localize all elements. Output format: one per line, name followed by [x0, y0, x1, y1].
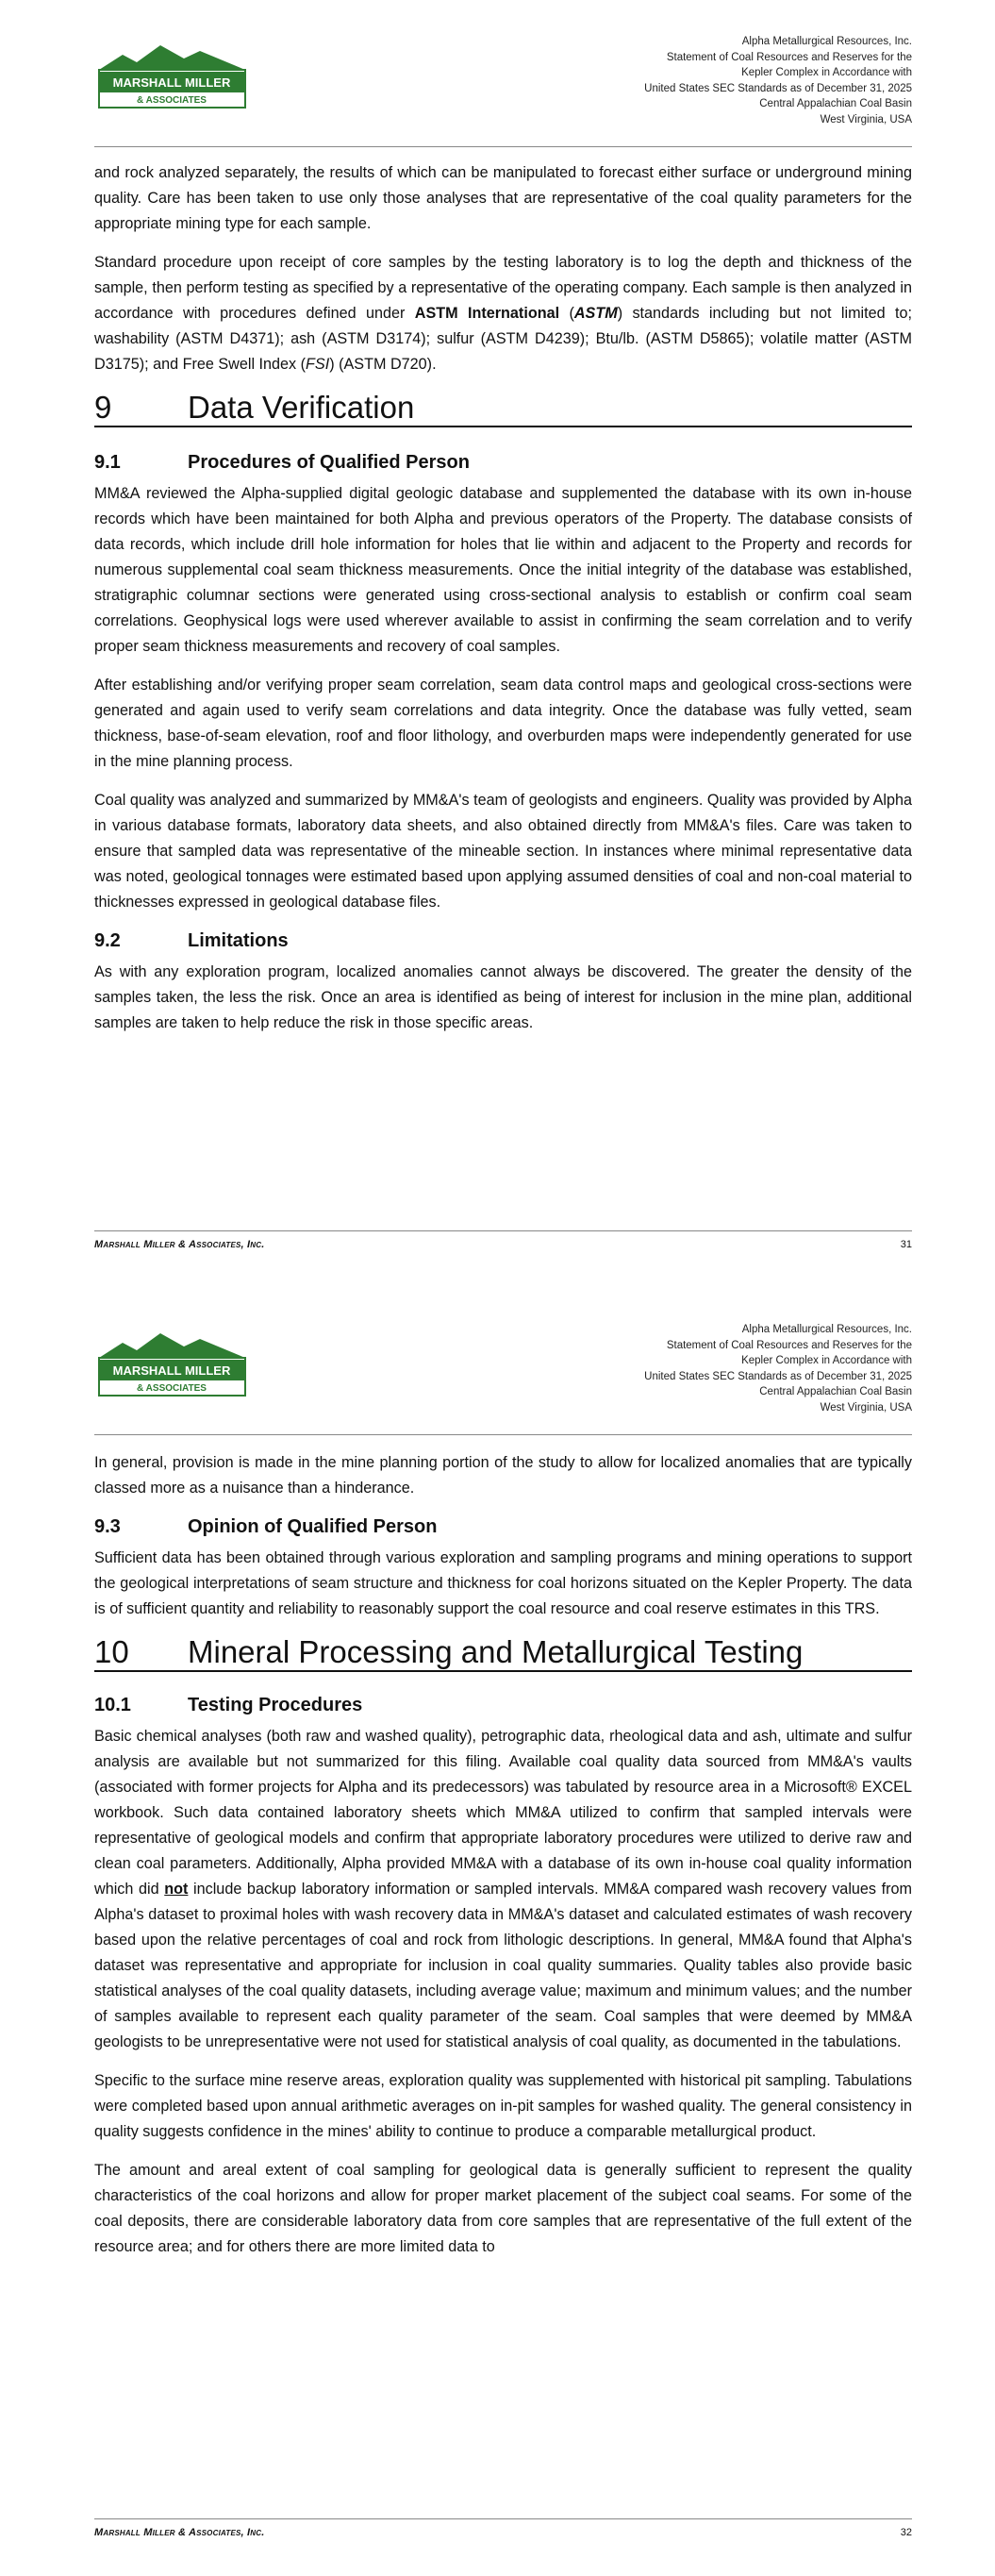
section-title: Mineral Processing and Metallurgical Testing: [188, 1634, 804, 1669]
page-footer: [94, 2518, 912, 2538]
logo-line1: MARSHALL MILLER: [112, 75, 231, 90]
subsection-title: Testing Procedures: [188, 1695, 363, 1715]
company-logo: [94, 38, 250, 109]
page-header: [94, 28, 912, 147]
header-text: [644, 1322, 912, 1415]
page-32: [0, 1288, 995, 2576]
subsection-number: 9.3: [94, 1516, 121, 1537]
page-footer: [94, 1230, 912, 1250]
page-body: [94, 160, 912, 1049]
subsection-heading-9-1: [94, 450, 912, 476]
page-number: 32: [900, 2527, 912, 2538]
logo-line2: & ASSOCIATES: [137, 95, 207, 106]
text-run: ): [617, 305, 623, 322]
header-line: Alpha Metallurgical Resources, Inc.: [741, 1324, 912, 1335]
company-logo: [94, 1326, 250, 1397]
text-italic: FSI: [306, 356, 330, 373]
header-line: United States SEC Standards as of December 31, 2025: [644, 82, 912, 94]
subsection-heading-9-2: [94, 928, 912, 954]
page-number: 31: [900, 1239, 912, 1250]
section-number: 10: [94, 1634, 129, 1669]
paragraph: [94, 250, 912, 377]
text-bold-italic: ASTM: [573, 305, 618, 322]
header-line: Central Appalachian Coal Basin: [759, 98, 912, 109]
paragraph: and rock analyzed separately, the results of which can be manipulated to forecast either surface or underground mining quality. Care has been taken to use only those analyses that are representative of the coal quality parameters for the appropriate mining type for each sample.: [94, 164, 912, 232]
page-body: [94, 1450, 912, 2273]
paragraph: Sufficient data has been obtained through various exploration and sampling programs and mining operations to support the geological interpretations of seam structure and thickness for coal horizons situated on the Kepler Property. The data is of sufficient quantity and reliability to reasonably support the coal resource and coal reserve estimates in this TRS.: [94, 1549, 912, 1617]
paragraph: MM&A reviewed the Alpha-supplied digital geologic database and supplemented the database with its own in-house records which have been maintained for both Alpha and previous operators of the Property. The database consists of data records, which include drill hole information for holes that lie within and adjacent to the Property and records for numerous supplemental coal seam thickness measurements. Once the initial integrity of the database was established, stratigraphic columnar sections were generated using cross-sectional analysis to establish or confirm coal seam correlations. Geophysical logs were used wherever available to assist in confirming the seam correlation and to verify proper seam thickness measurements and recovery of coal samples.: [94, 485, 912, 655]
footer-company: Marshall Miller & Associates, Inc.: [94, 2527, 265, 2538]
subsection-number: 9.1: [94, 452, 121, 473]
header-line: West Virginia, USA: [820, 113, 912, 125]
text-bold-underline: not: [164, 1881, 189, 1898]
header-line: West Virginia, USA: [820, 1401, 912, 1413]
paragraph: As with any exploration program, localized anomalies cannot always be discovered. The greater the density of the samples taken, the less the risk. Once an area is identified as being of interest for inclusion in the mine plan, additional samples are taken to help reduce the risk in those specific areas.: [94, 963, 912, 1031]
subsection-number: 10.1: [94, 1695, 131, 1715]
text-bold: ASTM International: [414, 305, 560, 322]
text-run: include backup laboratory information or sampled intervals. MM&A compared wash recovery values from Alpha's dataset to proximal holes with wash recovery data in MM&A's dataset and calculated estimates of wash recovery based upon the relative percentages of coal and rock from lithologic descriptions. In general, MM&A found that Alpha's dataset was representative and appropriate for inclusion in coal quality summaries. Quality tables also provide basic statistical analyses of the coal quality datasets, including average value; maximum and minimum values; and the number of samples available to represent each quality parameter of the seam. Coal samples that were deemed by MM&A geologists to be unrepresentative were not used for statistical analysis of coal quality, as documented in the tabulations.: [94, 1881, 913, 2050]
header-line: Kepler Complex in Accordance with: [741, 67, 912, 78]
paragraph: In general, provision is made in the mine planning portion of the study to allow for localized anomalies that are typically classed more as a nuisance than a hinderance.: [94, 1454, 912, 1497]
subsection-title: Opinion of Qualified Person: [188, 1516, 438, 1537]
text-run: (: [559, 305, 574, 322]
subsection-title: Procedures of Qualified Person: [188, 452, 470, 473]
paragraph: Specific to the surface mine reserve areas, exploration quality was supplemented with historical pit sampling. Tabulations were completed based upon annual arithmetic averages on in-pit samples for washed quality. The general consistency in quality suggests confidence in the mines' ability to continue to produce a comparable metallurgical product.: [94, 2072, 912, 2140]
subsection-heading-9-3: [94, 1514, 912, 1540]
logo-line1: MARSHALL MILLER: [112, 1363, 231, 1378]
text-run: ) (ASTM D720).: [329, 356, 437, 373]
paragraph: [94, 1724, 912, 2055]
subsection-title: Limitations: [188, 930, 289, 951]
page-header: [94, 1316, 912, 1435]
header-text: [644, 34, 912, 127]
header-line: Central Appalachian Coal Basin: [759, 1386, 912, 1397]
section-title: Data Verification: [188, 390, 415, 425]
header-line: Kepler Complex in Accordance with: [741, 1355, 912, 1366]
paragraph: Coal quality was analyzed and summarized by MM&A's team of geologists and engineers. Quality was provided by Alpha in various database formats, laboratory data sheets, and also obtained directly from MM&A's files. Care was taken to ensure that sampled data was representative of the mineable section. In instances where minimal representative data was noted, geological tonnages were estimated based upon applying assumed densities of coal and non-coal material to thicknesses expressed in geological database files.: [94, 792, 912, 911]
text-run: standards including but not limited to; washability (ASTM D4371); ash (ASTM D3174); sulfur (ASTM D4239); Btu/lb. (ASTM D5865); volatile matter (ASTM D3175); and Free Swell Index (: [94, 305, 913, 373]
header-line: Statement of Coal Resources and Reserves for the: [666, 51, 912, 63]
section-number: 9: [94, 390, 112, 425]
header-line: Statement of Coal Resources and Reserves for the: [666, 1339, 912, 1351]
subsection-heading-10-1: [94, 1693, 912, 1718]
paragraph: The amount and areal extent of coal sampling for geological data is generally sufficient to represent the quality characteristics of the coal horizons and allow for proper market placement of the subject coal seams. For some of the coal deposits, there are considerable laboratory data from core samples that are representative of the full extent of the resource area; and for others there are more limited data to: [94, 2162, 912, 2255]
section-heading-10: [94, 1634, 912, 1672]
section-heading-9: [94, 390, 912, 427]
text-run: Standard procedure upon receipt of core samples by the testing laboratory is to log the depth and thickness of the sample, then perform testing as specified by a representative of the operating company. Each sample is then analyzed in accordance with procedures defined under: [94, 254, 912, 322]
header-line: United States SEC Standards as of December 31, 2025: [644, 1370, 912, 1382]
footer-company: Marshall Miller & Associates, Inc.: [94, 1239, 265, 1250]
header-line: Alpha Metallurgical Resources, Inc.: [741, 36, 912, 47]
text-run: Basic chemical analyses (both raw and washed quality), petrographic data, rheological data and ash, ultimate and sulfur analysis are available but not summarized for this filing. Available coal quality data sourced from MM&A's vaults (associated with former projects for Alpha and its predecessors) was tabulated by resource area in a Microsoft® EXCEL workbook. Such data contained laboratory sheets which MM&A utilized to confirm that sampled intervals were representative of geological models and confirm that appropriate laboratory procedures were utilized to derive raw and clean coal parameters. Additionally, Alpha provided MM&A with a database of its own in-house coal quality information which did: [94, 1728, 912, 1898]
paragraph: After establishing and/or verifying proper seam correlation, seam data control maps and geological cross-sections were generated and again used to verify seam correlations and data integrity. Once the database was fully vetted, seam thickness, base-of-seam elevation, roof and floor lithology, and overburden maps were independently generated for use in the mine planning process.: [94, 677, 912, 770]
subsection-number: 9.2: [94, 930, 121, 951]
logo-line2: & ASSOCIATES: [137, 1383, 207, 1394]
